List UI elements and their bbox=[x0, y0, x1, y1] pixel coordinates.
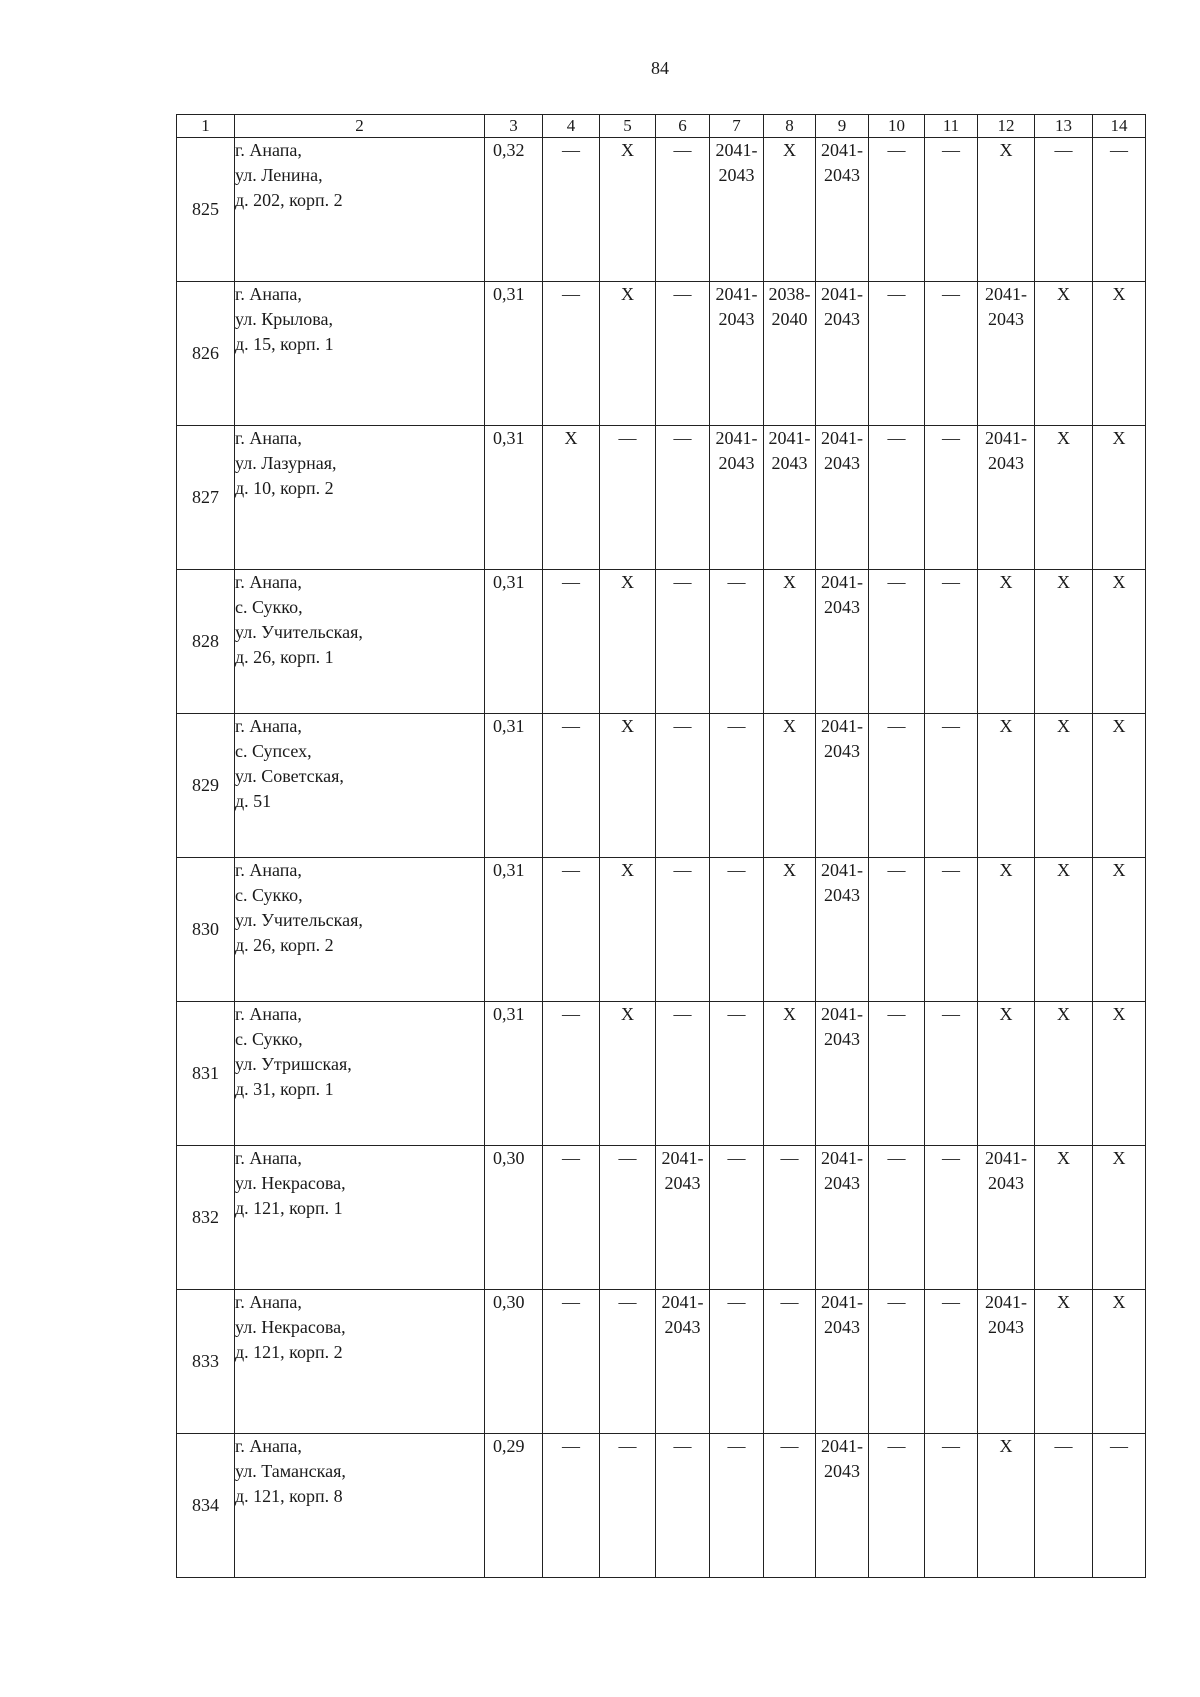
year-range-start: 2041- bbox=[985, 428, 1027, 448]
value-cell: — bbox=[764, 1290, 816, 1434]
area-cell: 0,31 bbox=[485, 858, 543, 1002]
year-range-start: 2041- bbox=[661, 1292, 704, 1312]
year-range-end: 2043 bbox=[988, 453, 1024, 473]
value-cell: X bbox=[543, 426, 600, 570]
value-cell bbox=[978, 1290, 1035, 1434]
area-cell: 0,30 bbox=[485, 1290, 543, 1434]
address-line: г. Анапа, bbox=[235, 572, 302, 592]
value-cell: — bbox=[764, 1146, 816, 1290]
row-number: 828 bbox=[177, 570, 235, 714]
address-line: ул. Крылова, bbox=[235, 309, 334, 329]
address-line: г. Анапа, bbox=[235, 284, 302, 304]
value-cell bbox=[978, 282, 1035, 426]
register-table bbox=[176, 114, 1146, 1578]
year-range-end: 2043 bbox=[718, 453, 755, 473]
address-line: д. 26, корп. 1 bbox=[235, 647, 334, 667]
value-cell: — bbox=[869, 1002, 925, 1146]
value-cell: — bbox=[656, 138, 710, 282]
column-header: 5 bbox=[600, 115, 656, 138]
value-cell: X bbox=[600, 570, 656, 714]
column-header: 2 bbox=[235, 115, 485, 138]
value-cell: X bbox=[1093, 426, 1146, 570]
column-header: 10 bbox=[869, 115, 925, 138]
value-cell bbox=[816, 714, 869, 858]
year-range-start: 2041- bbox=[821, 572, 863, 592]
address-line: ул. Лазурная, bbox=[235, 453, 337, 473]
year-range-end: 2040 bbox=[771, 309, 808, 329]
address-line: г. Анапа, bbox=[235, 1004, 302, 1024]
value-cell: X bbox=[764, 138, 816, 282]
value-cell: X bbox=[978, 1002, 1035, 1146]
column-header: 3 bbox=[485, 115, 543, 138]
address-line: г. Анапа, bbox=[235, 1148, 302, 1168]
value-cell: — bbox=[656, 570, 710, 714]
value-cell: — bbox=[656, 1434, 710, 1578]
value-cell bbox=[656, 1146, 710, 1290]
value-cell: — bbox=[710, 1002, 764, 1146]
column-header: 4 bbox=[543, 115, 600, 138]
year-range-end: 2043 bbox=[771, 453, 808, 473]
value-cell bbox=[816, 282, 869, 426]
year-range-start: 2041- bbox=[821, 716, 863, 736]
column-header: 8 bbox=[764, 115, 816, 138]
value-cell: — bbox=[656, 858, 710, 1002]
year-range-start: 2041- bbox=[821, 1004, 863, 1024]
value-cell: — bbox=[925, 1434, 978, 1578]
year-range-end: 2043 bbox=[824, 1173, 860, 1193]
value-cell bbox=[816, 138, 869, 282]
value-cell bbox=[764, 282, 816, 426]
table-row bbox=[177, 714, 1146, 858]
year-range-start: 2041- bbox=[715, 428, 758, 448]
value-cell: — bbox=[656, 714, 710, 858]
table-row bbox=[177, 1290, 1146, 1434]
value-cell: X bbox=[1035, 282, 1093, 426]
value-cell: — bbox=[869, 1290, 925, 1434]
value-cell: — bbox=[543, 714, 600, 858]
value-cell: — bbox=[543, 1290, 600, 1434]
value-cell: — bbox=[869, 1146, 925, 1290]
value-cell: — bbox=[869, 858, 925, 1002]
value-cell bbox=[816, 1290, 869, 1434]
address-line: ул. Некрасова, bbox=[235, 1173, 346, 1193]
table-row bbox=[177, 570, 1146, 714]
year-range-end: 2043 bbox=[664, 1173, 701, 1193]
value-cell: X bbox=[1035, 426, 1093, 570]
value-cell: — bbox=[869, 714, 925, 858]
address-line: с. Сукко, bbox=[235, 1029, 303, 1049]
value-cell: — bbox=[764, 1434, 816, 1578]
value-cell: — bbox=[656, 1002, 710, 1146]
address-line: г. Анапа, bbox=[235, 860, 302, 880]
address-line: д. 202, корп. 2 bbox=[235, 190, 343, 210]
value-cell: — bbox=[710, 714, 764, 858]
table-body bbox=[177, 138, 1146, 1578]
value-cell: X bbox=[764, 1002, 816, 1146]
address-line: ул. Утришская, bbox=[235, 1054, 352, 1074]
value-cell: — bbox=[543, 570, 600, 714]
year-range-start: 2038- bbox=[768, 284, 811, 304]
value-cell: X bbox=[600, 1002, 656, 1146]
value-cell: X bbox=[1035, 1290, 1093, 1434]
row-number: 831 bbox=[177, 1002, 235, 1146]
year-range-start: 2041- bbox=[821, 1436, 863, 1456]
value-cell: — bbox=[1035, 138, 1093, 282]
year-range-start: 2041- bbox=[661, 1148, 704, 1168]
value-cell: — bbox=[656, 426, 710, 570]
column-header: 1 bbox=[177, 115, 235, 138]
address-cell bbox=[235, 858, 485, 1002]
table-row bbox=[177, 138, 1146, 282]
value-cell: X bbox=[600, 858, 656, 1002]
address-line: д. 51 bbox=[235, 791, 272, 811]
year-range-start: 2041- bbox=[985, 1148, 1027, 1168]
value-cell bbox=[978, 1146, 1035, 1290]
value-cell: X bbox=[1093, 858, 1146, 1002]
row-number: 832 bbox=[177, 1146, 235, 1290]
year-range-end: 2043 bbox=[824, 309, 860, 329]
year-range-end: 2043 bbox=[988, 1317, 1024, 1337]
year-range-start: 2041- bbox=[821, 860, 863, 880]
year-range-start: 2041- bbox=[821, 284, 863, 304]
year-range-end: 2043 bbox=[824, 885, 860, 905]
area-cell: 0,31 bbox=[485, 282, 543, 426]
value-cell: X bbox=[1035, 570, 1093, 714]
address-line: д. 10, корп. 2 bbox=[235, 478, 334, 498]
address-cell bbox=[235, 1290, 485, 1434]
value-cell: — bbox=[543, 1434, 600, 1578]
year-range-start: 2041- bbox=[821, 140, 863, 160]
value-cell: X bbox=[1093, 1290, 1146, 1434]
value-cell: — bbox=[925, 1146, 978, 1290]
value-cell: — bbox=[543, 282, 600, 426]
value-cell: — bbox=[925, 138, 978, 282]
value-cell: — bbox=[600, 1434, 656, 1578]
value-cell: X bbox=[600, 714, 656, 858]
value-cell: — bbox=[600, 426, 656, 570]
value-cell: — bbox=[543, 138, 600, 282]
address-line: г. Анапа, bbox=[235, 428, 302, 448]
year-range-end: 2043 bbox=[718, 309, 755, 329]
value-cell bbox=[816, 426, 869, 570]
value-cell bbox=[656, 1290, 710, 1434]
value-cell: — bbox=[869, 1434, 925, 1578]
year-range-end: 2043 bbox=[824, 741, 860, 761]
value-cell bbox=[710, 138, 764, 282]
value-cell: X bbox=[1035, 1146, 1093, 1290]
address-line: ул. Некрасова, bbox=[235, 1317, 346, 1337]
address-line: ул. Ленина, bbox=[235, 165, 323, 185]
value-cell bbox=[816, 858, 869, 1002]
value-cell: — bbox=[710, 570, 764, 714]
value-cell: — bbox=[925, 1002, 978, 1146]
table-row bbox=[177, 1434, 1146, 1578]
value-cell: — bbox=[1093, 1434, 1146, 1578]
value-cell: X bbox=[1035, 1002, 1093, 1146]
address-line: ул. Учительская, bbox=[235, 622, 363, 642]
value-cell: — bbox=[869, 570, 925, 714]
address-line: г. Анапа, bbox=[235, 140, 302, 160]
value-cell bbox=[816, 1146, 869, 1290]
column-header: 7 bbox=[710, 115, 764, 138]
value-cell: X bbox=[1093, 714, 1146, 858]
area-cell: 0,30 bbox=[485, 1146, 543, 1290]
value-cell bbox=[978, 426, 1035, 570]
year-range-end: 2043 bbox=[718, 165, 755, 185]
area-cell: 0,29 bbox=[485, 1434, 543, 1578]
address-cell bbox=[235, 282, 485, 426]
value-cell: X bbox=[978, 1434, 1035, 1578]
address-line: д. 121, корп. 1 bbox=[235, 1198, 343, 1218]
value-cell: X bbox=[978, 714, 1035, 858]
year-range-end: 2043 bbox=[824, 165, 860, 185]
address-cell bbox=[235, 1434, 485, 1578]
year-range-start: 2041- bbox=[821, 1148, 863, 1168]
value-cell: X bbox=[600, 282, 656, 426]
address-line: г. Анапа, bbox=[235, 716, 302, 736]
value-cell: X bbox=[1035, 714, 1093, 858]
table-row bbox=[177, 1146, 1146, 1290]
year-range-end: 2043 bbox=[824, 1461, 860, 1481]
address-line: д. 121, корп. 8 bbox=[235, 1486, 343, 1506]
row-number: 825 bbox=[177, 138, 235, 282]
year-range-start: 2041- bbox=[821, 428, 863, 448]
area-cell: 0,31 bbox=[485, 426, 543, 570]
year-range-start: 2041- bbox=[715, 284, 758, 304]
address-line: д. 26, корп. 2 bbox=[235, 935, 334, 955]
column-header: 13 bbox=[1035, 115, 1093, 138]
value-cell bbox=[764, 426, 816, 570]
address-line: д. 121, корп. 2 bbox=[235, 1342, 343, 1362]
year-range-end: 2043 bbox=[824, 453, 860, 473]
value-cell: X bbox=[764, 714, 816, 858]
address-line: с. Сукко, bbox=[235, 885, 303, 905]
address-line: ул. Советская, bbox=[235, 766, 344, 786]
year-range-start: 2041- bbox=[768, 428, 811, 448]
value-cell bbox=[816, 1002, 869, 1146]
address-line: с. Сукко, bbox=[235, 597, 303, 617]
value-cell: — bbox=[600, 1146, 656, 1290]
value-cell: — bbox=[925, 714, 978, 858]
value-cell bbox=[710, 426, 764, 570]
address-line: ул. Таманская, bbox=[235, 1461, 346, 1481]
value-cell: — bbox=[600, 1290, 656, 1434]
address-line: д. 15, корп. 1 bbox=[235, 334, 334, 354]
value-cell: — bbox=[925, 1290, 978, 1434]
year-range-start: 2041- bbox=[715, 140, 758, 160]
value-cell: — bbox=[543, 1002, 600, 1146]
value-cell: — bbox=[1093, 138, 1146, 282]
page-number: 84 bbox=[651, 58, 669, 78]
value-cell: — bbox=[543, 1146, 600, 1290]
column-header: 14 bbox=[1093, 115, 1146, 138]
year-range-end: 2043 bbox=[824, 597, 860, 617]
year-range-start: 2041- bbox=[821, 1292, 863, 1312]
column-header: 11 bbox=[925, 115, 978, 138]
year-range-end: 2043 bbox=[988, 309, 1024, 329]
year-range-end: 2043 bbox=[824, 1317, 860, 1337]
value-cell: — bbox=[869, 426, 925, 570]
row-number: 834 bbox=[177, 1434, 235, 1578]
value-cell: — bbox=[925, 426, 978, 570]
value-cell bbox=[816, 1434, 869, 1578]
value-cell: — bbox=[925, 570, 978, 714]
area-cell: 0,31 bbox=[485, 570, 543, 714]
row-number: 829 bbox=[177, 714, 235, 858]
value-cell: X bbox=[978, 858, 1035, 1002]
area-cell: 0,31 bbox=[485, 714, 543, 858]
column-header: 6 bbox=[656, 115, 710, 138]
row-number: 827 bbox=[177, 426, 235, 570]
value-cell: X bbox=[1035, 858, 1093, 1002]
value-cell: X bbox=[600, 138, 656, 282]
row-number: 833 bbox=[177, 1290, 235, 1434]
year-range-end: 2043 bbox=[824, 1029, 860, 1049]
year-range-end: 2043 bbox=[988, 1173, 1024, 1193]
address-cell bbox=[235, 426, 485, 570]
table-row bbox=[177, 1002, 1146, 1146]
year-range-start: 2041- bbox=[985, 1292, 1027, 1312]
address-line: г. Анапа, bbox=[235, 1436, 302, 1456]
address-line: г. Анапа, bbox=[235, 1292, 302, 1312]
address-cell bbox=[235, 570, 485, 714]
value-cell: — bbox=[925, 282, 978, 426]
column-header: 9 bbox=[816, 115, 869, 138]
row-number: 830 bbox=[177, 858, 235, 1002]
value-cell: X bbox=[1093, 570, 1146, 714]
value-cell: — bbox=[869, 282, 925, 426]
value-cell: — bbox=[1035, 1434, 1093, 1578]
value-cell bbox=[710, 282, 764, 426]
value-cell bbox=[816, 570, 869, 714]
column-header: 12 bbox=[978, 115, 1035, 138]
value-cell: — bbox=[710, 1434, 764, 1578]
address-line: с. Супсех, bbox=[235, 741, 312, 761]
address-cell bbox=[235, 1146, 485, 1290]
address-cell bbox=[235, 138, 485, 282]
table-header-row bbox=[177, 115, 1146, 138]
value-cell: — bbox=[710, 1290, 764, 1434]
address-line: д. 31, корп. 1 bbox=[235, 1079, 334, 1099]
area-cell: 0,31 bbox=[485, 1002, 543, 1146]
value-cell: — bbox=[710, 1146, 764, 1290]
year-range-start: 2041- bbox=[985, 284, 1027, 304]
value-cell: X bbox=[1093, 1002, 1146, 1146]
row-number: 826 bbox=[177, 282, 235, 426]
address-line: ул. Учительская, bbox=[235, 910, 363, 930]
value-cell: — bbox=[710, 858, 764, 1002]
table-row bbox=[177, 858, 1146, 1002]
value-cell: X bbox=[764, 570, 816, 714]
address-cell bbox=[235, 714, 485, 858]
value-cell: X bbox=[1093, 1146, 1146, 1290]
table-row bbox=[177, 426, 1146, 570]
value-cell: — bbox=[925, 858, 978, 1002]
year-range-end: 2043 bbox=[664, 1317, 701, 1337]
table-row bbox=[177, 282, 1146, 426]
value-cell: — bbox=[543, 858, 600, 1002]
area-cell: 0,32 bbox=[485, 138, 543, 282]
value-cell: X bbox=[1093, 282, 1146, 426]
value-cell: — bbox=[869, 138, 925, 282]
value-cell: X bbox=[978, 138, 1035, 282]
value-cell: — bbox=[656, 282, 710, 426]
value-cell: X bbox=[978, 570, 1035, 714]
value-cell: X bbox=[764, 858, 816, 1002]
address-cell bbox=[235, 1002, 485, 1146]
